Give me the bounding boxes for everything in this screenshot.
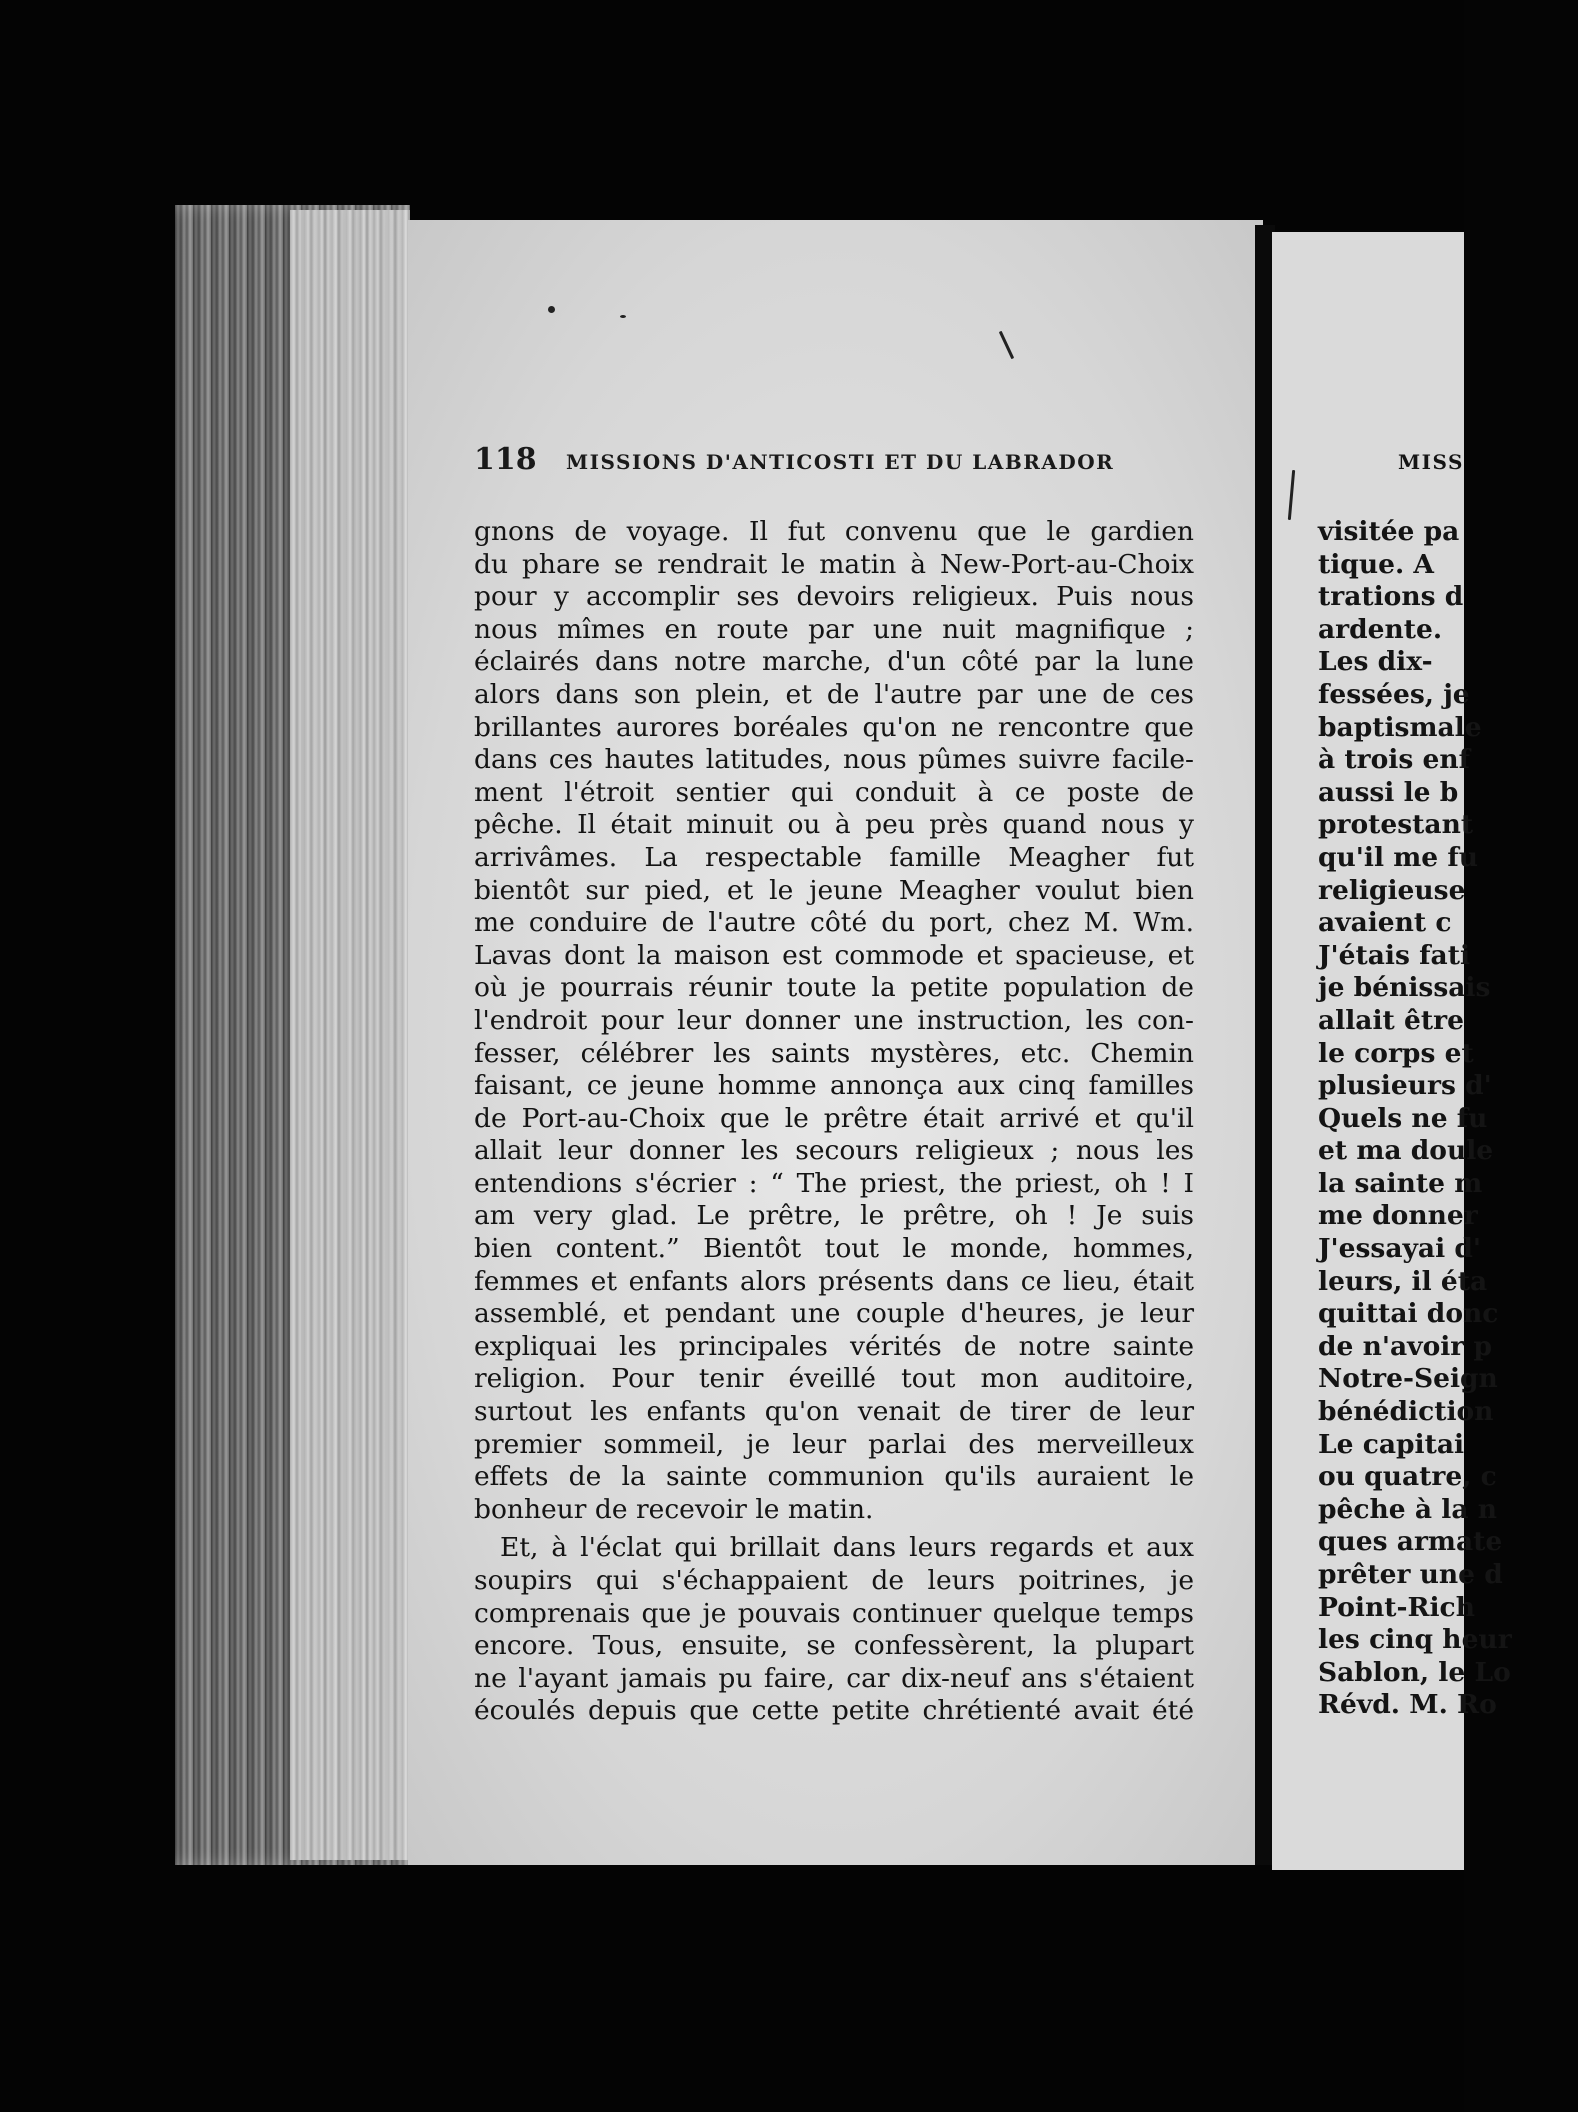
text-line: am very glad. Le prêtre, le prêtre, oh ! Je suis <box>474 1200 1194 1232</box>
paragraph-1 <box>474 516 1194 1526</box>
right-page-line: quittai donc <box>1318 1298 1499 1330</box>
right-page-line: Point-Rich <box>1318 1591 1475 1623</box>
right-page-line: qu'il me fu <box>1318 841 1479 873</box>
ink-speck <box>620 315 626 318</box>
ink-speck <box>548 306 555 313</box>
text-line: alors dans son plein, et de l'autre par une de ces <box>474 678 1194 710</box>
text-line: du phare se rendrait le matin à New-Port-au-Choix <box>474 548 1194 580</box>
right-page-line: fessées, je <box>1318 678 1470 710</box>
right-page-line: le corps et <box>1318 1037 1474 1069</box>
right-page-line: les cinq heur <box>1318 1624 1512 1656</box>
page-number: 118 <box>474 442 537 477</box>
text-line: encore. Tous, ensuite, se confessèrent, la plupart <box>474 1630 1194 1662</box>
right-page-line: protestant <box>1318 809 1474 841</box>
right-page-line: Quels ne fu <box>1318 1102 1488 1134</box>
book-page-edges-highlight <box>290 210 410 1860</box>
body-text <box>474 516 1194 1728</box>
text-line: l'endroit pour leur donner une instruction, les con- <box>474 1004 1194 1036</box>
text-line: bonheur de recevoir le matin. <box>474 1493 874 1525</box>
right-page-line: Révd. M. Ro <box>1318 1689 1497 1721</box>
text-line: expliquai les principales vérités de notre sainte <box>474 1330 1194 1362</box>
text-line: pêche. Il était minuit ou à peu près quand nous y <box>474 809 1194 841</box>
right-page-line: Notre-Seign <box>1318 1363 1498 1395</box>
text-line: surtout les enfants qu'on venait de tirer de leur <box>474 1396 1194 1428</box>
running-head-title: MISSIONS D'ANTICOSTI ET DU LABRADOR <box>566 450 1115 474</box>
right-page-line: à trois enf <box>1318 744 1471 776</box>
text-line: nous mîmes en route par une nuit magnifique ; <box>474 613 1194 645</box>
paragraph-2 <box>474 1532 1194 1728</box>
right-page-line: prêter une d <box>1318 1559 1503 1590</box>
text-line: gnons de voyage. Il fut convenu que le gardien <box>474 516 1194 547</box>
text-line: allait leur donner les secours religieux ; nous les <box>474 1135 1194 1167</box>
right-page-line: bénédiction <box>1318 1396 1494 1428</box>
right-page-line: J'étais fati <box>1318 939 1471 971</box>
text-line: femmes et enfants alors présents dans ce lieu, était <box>474 1265 1194 1297</box>
right-page-line: visitée pa <box>1318 516 1460 547</box>
text-line: ne l'ayant jamais pu faire, car dix-neuf ans s'étaient <box>474 1662 1194 1694</box>
text-line: ment l'étroit sentier qui conduit à ce poste de <box>474 776 1194 808</box>
right-page-line: Les dix- <box>1318 646 1433 678</box>
right-page-line: trations d <box>1318 581 1464 613</box>
right-page-line: pêche à la n <box>1318 1493 1498 1525</box>
right-page-line: avaient c <box>1318 907 1452 939</box>
right-page-line: leurs, il éta <box>1318 1265 1488 1297</box>
right-page-line: ardente. <box>1318 613 1443 645</box>
right-page-line: je bénissais <box>1318 972 1491 1004</box>
right-page-line: Sablon, le Lo <box>1318 1656 1511 1688</box>
text-line: éclairés dans notre marche, d'un côté par la lune <box>474 646 1194 678</box>
text-line: effets de la sainte communion qu'ils auraient le <box>474 1461 1194 1493</box>
right-page-line: aussi le b <box>1318 776 1459 808</box>
right-page-line: ou quatre, c <box>1318 1461 1497 1493</box>
text-line: dans ces hautes latitudes, nous pûmes suivre facile- <box>474 744 1194 776</box>
right-page-line: la sainte m <box>1318 1167 1483 1199</box>
text-line: écoulés depuis que cette petite chrétienté avait été <box>474 1695 1194 1727</box>
text-line: fesser, célébrer les saints mystères, etc. Chemin <box>474 1037 1194 1069</box>
text-line: arrivâmes. La respectable famille Meagher fut <box>474 841 1194 873</box>
text-line: où je pourrais réunir toute la petite population de <box>474 972 1194 1004</box>
text-line: premier sommeil, je leur parlai des merveilleux <box>474 1428 1194 1460</box>
right-page-line: J'essayai d' <box>1318 1233 1482 1265</box>
right-page-line: religieuse <box>1318 874 1466 906</box>
right-page-line: me donner <box>1318 1200 1478 1232</box>
text-line: soupirs qui s'échappaient de leurs poitrines, je <box>474 1565 1194 1596</box>
text-line: entendions s'écrier : “ The priest, the priest, oh ! I <box>474 1167 1194 1199</box>
right-page-lines <box>1318 516 1578 1722</box>
text-line: bien content.” Bientôt tout le monde, hommes, <box>474 1233 1194 1265</box>
right-page-text <box>1300 442 1512 1842</box>
text-line: Et, à l'éclat qui brillait dans leurs regards et aux <box>500 1532 1194 1564</box>
right-page-line: baptismale <box>1318 711 1482 743</box>
right-page-line: de n'avoir p <box>1318 1330 1493 1362</box>
text-line: de Port-au-Choix que le prêtre était arrivé et qu'il <box>474 1102 1194 1134</box>
text-line: assemblé, et pendant une couple d'heures, je leur <box>474 1298 1194 1330</box>
text-line: pour y accomplir ses devoirs religieux. Puis nous <box>474 581 1194 613</box>
text-line: comprenais que je pouvais continuer quelque temps <box>474 1597 1194 1629</box>
right-page-line: ques armate <box>1318 1526 1503 1558</box>
right-running-head: MISS <box>1398 450 1464 474</box>
right-page-line: allait être <box>1318 1004 1464 1036</box>
right-page-line: plusieurs d' <box>1318 1070 1492 1102</box>
right-page-line: et ma doule <box>1318 1135 1494 1167</box>
running-head <box>474 442 1174 482</box>
text-line: me conduire de l'autre côté du port, chez M. Wm. <box>474 907 1194 939</box>
right-page-line: Le capitai <box>1318 1428 1465 1460</box>
text-line: faisant, ce jeune homme annonça aux cinq familles <box>474 1070 1194 1102</box>
text-line: brillantes aurores boréales qu'on ne rencontre que <box>474 711 1194 743</box>
text-line: bientôt sur pied, et le jeune Meagher voulut bien <box>474 874 1194 906</box>
text-line: Lavas dont la maison est commode et spacieuse, et <box>474 939 1194 971</box>
right-page-line: tique. A <box>1318 548 1434 580</box>
text-line: religion. Pour tenir éveillé tout mon auditoire, <box>474 1363 1194 1395</box>
